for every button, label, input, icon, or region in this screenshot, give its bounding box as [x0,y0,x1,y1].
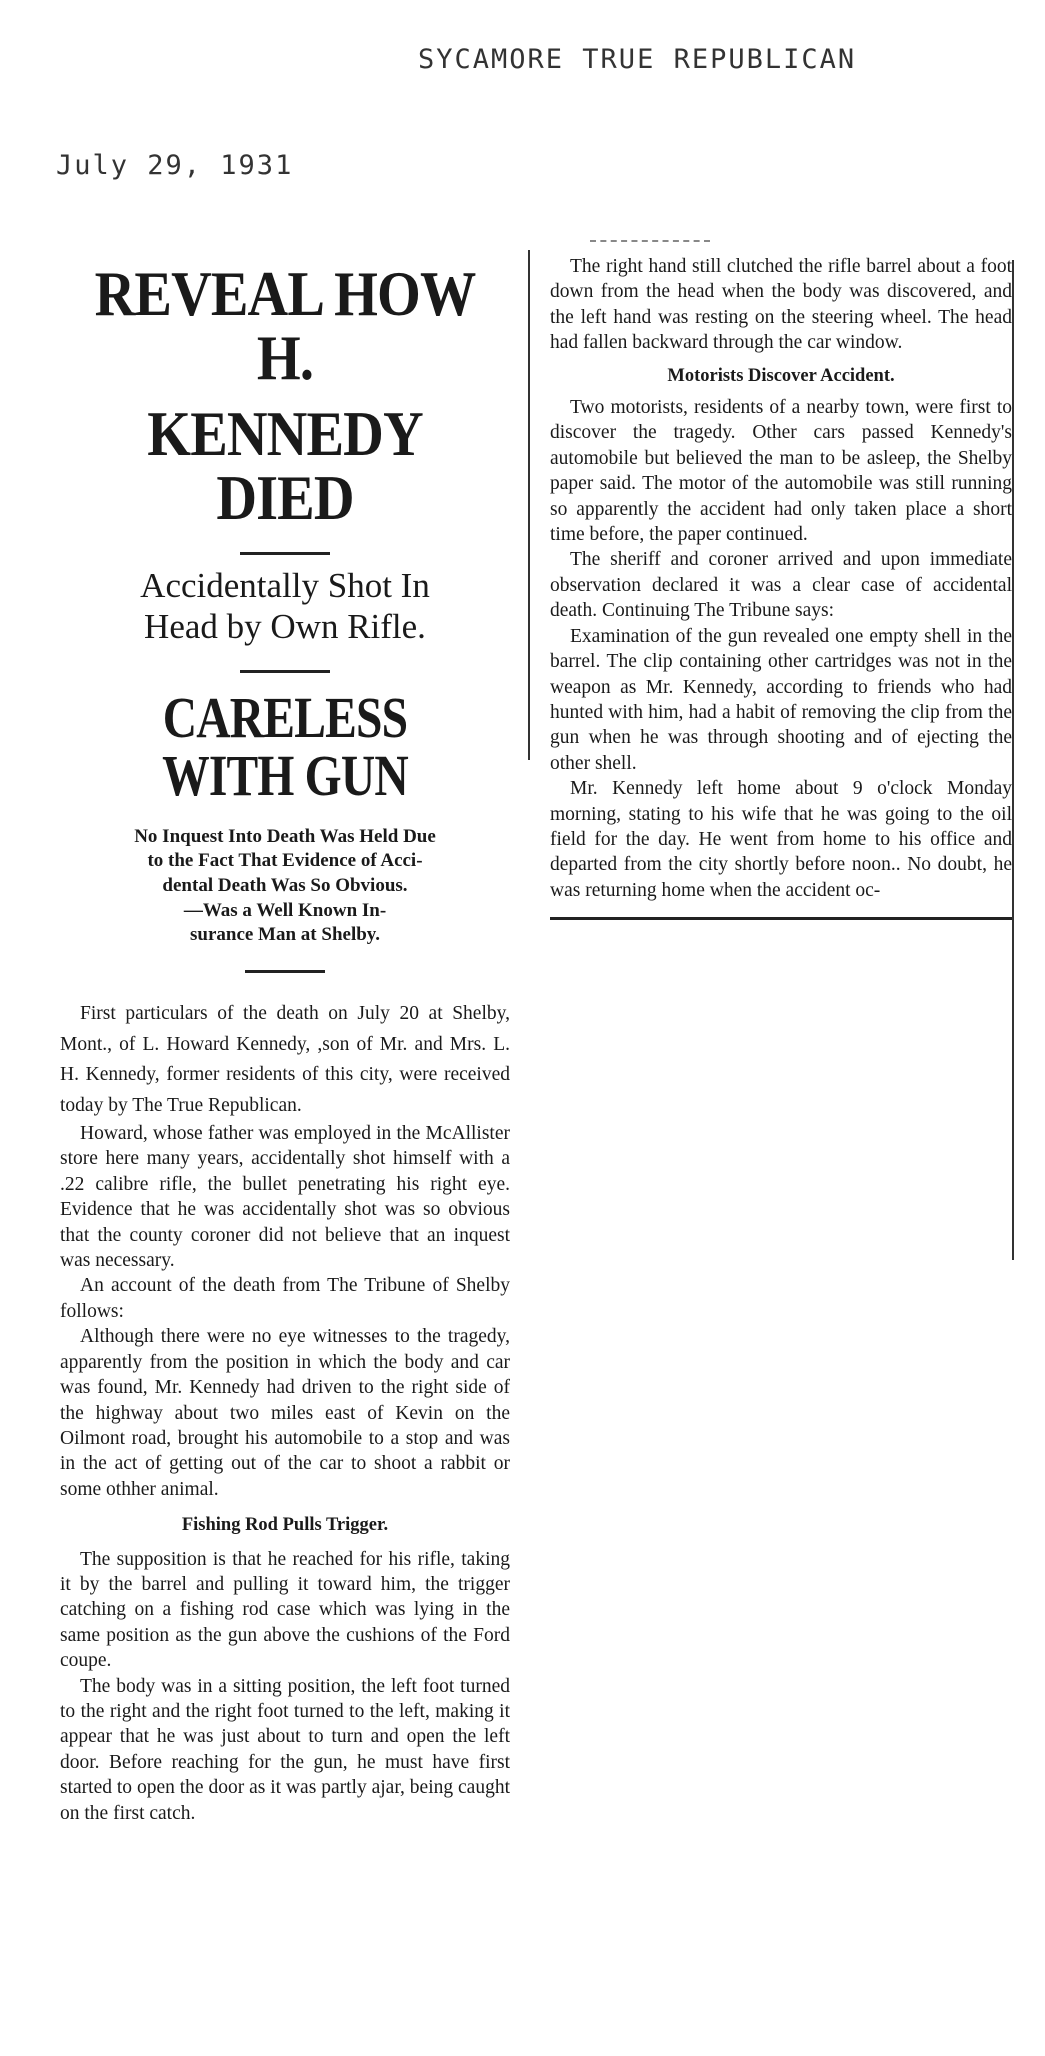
article-paragraph: The right hand still clutched the rifle barrel about a foot down from the head when the body was discovered, and the left hand was resting on the steering wheel. The head had fallen backward through the car window. [550,256,1012,354]
subhead-fishing-rod: Fishing Rod Pulls Trigger. [181,1515,389,1536]
clipping-date: July 29, 1931 [56,150,294,181]
subhead-motorists: Motorists Discover Accident. [667,365,895,386]
column-border-left [528,250,530,760]
deck-one-line-2: Head by Own Rifle. [144,607,426,647]
deck-two [60,825,510,948]
clipping-edge [590,240,710,244]
deck-two-line: No Inquest Into Death Was Held Due [134,825,436,847]
article-body-left [60,999,510,1826]
article-paragraph: Mr. Kennedy left home about 9 o'clock Monday morning, stating to his wife that he was going to the oil field for the day. He went from home to his office and departed from the city shortly before noon.. No doubt, he was returning home when the accident oc- [550,778,1012,901]
headline-line-2: KENNEDY DIED [147,398,423,533]
deck-one-line-1: Accidentally Shot In [140,566,430,605]
article-paragraph: Two motorists, residents of a nearby town, were first to discover the tragedy. Other cars passed Kennedy's automobile but believed the man to be asleep, the Shelby paper said. The motor of the automobile was still running so apparently the accident had only taken place a short time before, the paper continued. [550,397,1012,546]
divider-rule [245,970,325,973]
clipping-left-column [60,250,510,1826]
headline-main [87,258,483,533]
article-paragraph: The sheriff and coroner arrived and upon immediate observation declared it was a clear case of accidental death. Continuing The Tribune says: [550,549,1012,622]
clipping-right-column [550,240,1012,920]
source-label: SYCAMORE TRUE REPUBLICAN [418,44,857,75]
deck-two-line: dental Death Was So Obvious. [162,874,408,896]
article-paragraph: An account of the death from The Tribune of Shelby follows: [60,1275,510,1322]
headline-secondary: CARELESS WITH GUN [162,684,408,808]
column-border-right [1012,260,1014,1260]
column-end-rule [550,917,1012,920]
article-paragraph: Howard, whose father was employed in the McAllister store here many years, accidentally shot himself with a .22 calibre rifle, the bullet penetrating his right eye. Evidence that he was accidentally shot was so obvious that the county coroner did not believe that an inquest was necessary. [60,1123,510,1272]
deck-two-line: surance Man at Shelby. [189,924,381,946]
deck-one [60,565,510,648]
deck-two-line: to the Fact That Evidence of Acci- [147,850,423,872]
deck-two-line: —Was a Well Known In- [183,899,387,921]
divider-rule [240,552,330,555]
article-paragraph: The body was in a sitting position, the left foot turned to the right and the right foot turned to the left, making it appear that he was just about to turn and open the left door. Before reaching for the gun, he must have first started to open the door as it was partly ajar, being caught on the first catch. [60,1675,510,1824]
divider-rule [240,670,330,673]
article-paragraph: The supposition is that he reached for his rifle, taking it by the barrel and pulling it toward him, the trigger catching on a fishing rod case which was lying in the same position as the gun above the cushions of the Ford coupe. [60,1548,510,1672]
article-body-right [550,254,1012,903]
article-paragraph: Although there were no eye witnesses to the tragedy, apparently from the position in which the body and car was found, Mr. Kennedy had driven to the right side of the highway about two miles east of Kevin on the Oilmont road, brought his automobile to a stop and was in the act of getting out of the car to shoot a rabbit or some othher animal. [60,1326,510,1500]
article-paragraph: Examination of the gun revealed one empty shell in the barrel. The clip containing other cartridges was not in the weapon as Mr. Kennedy, according to friends who had hunted with him, had a habit of removing the clip from the gun when he was through shooting and of ejecting the other shell. [550,625,1012,774]
article-paragraph: First particulars of the death on July 20 at Shelby, Mont., of L. Howard Kennedy, ,son of Mr. and Mrs. L. H. Kennedy, former residents of this city, were received today by The True Republican. [60,1003,510,1116]
headline-line-1: REVEAL HOW H. [94,258,476,393]
